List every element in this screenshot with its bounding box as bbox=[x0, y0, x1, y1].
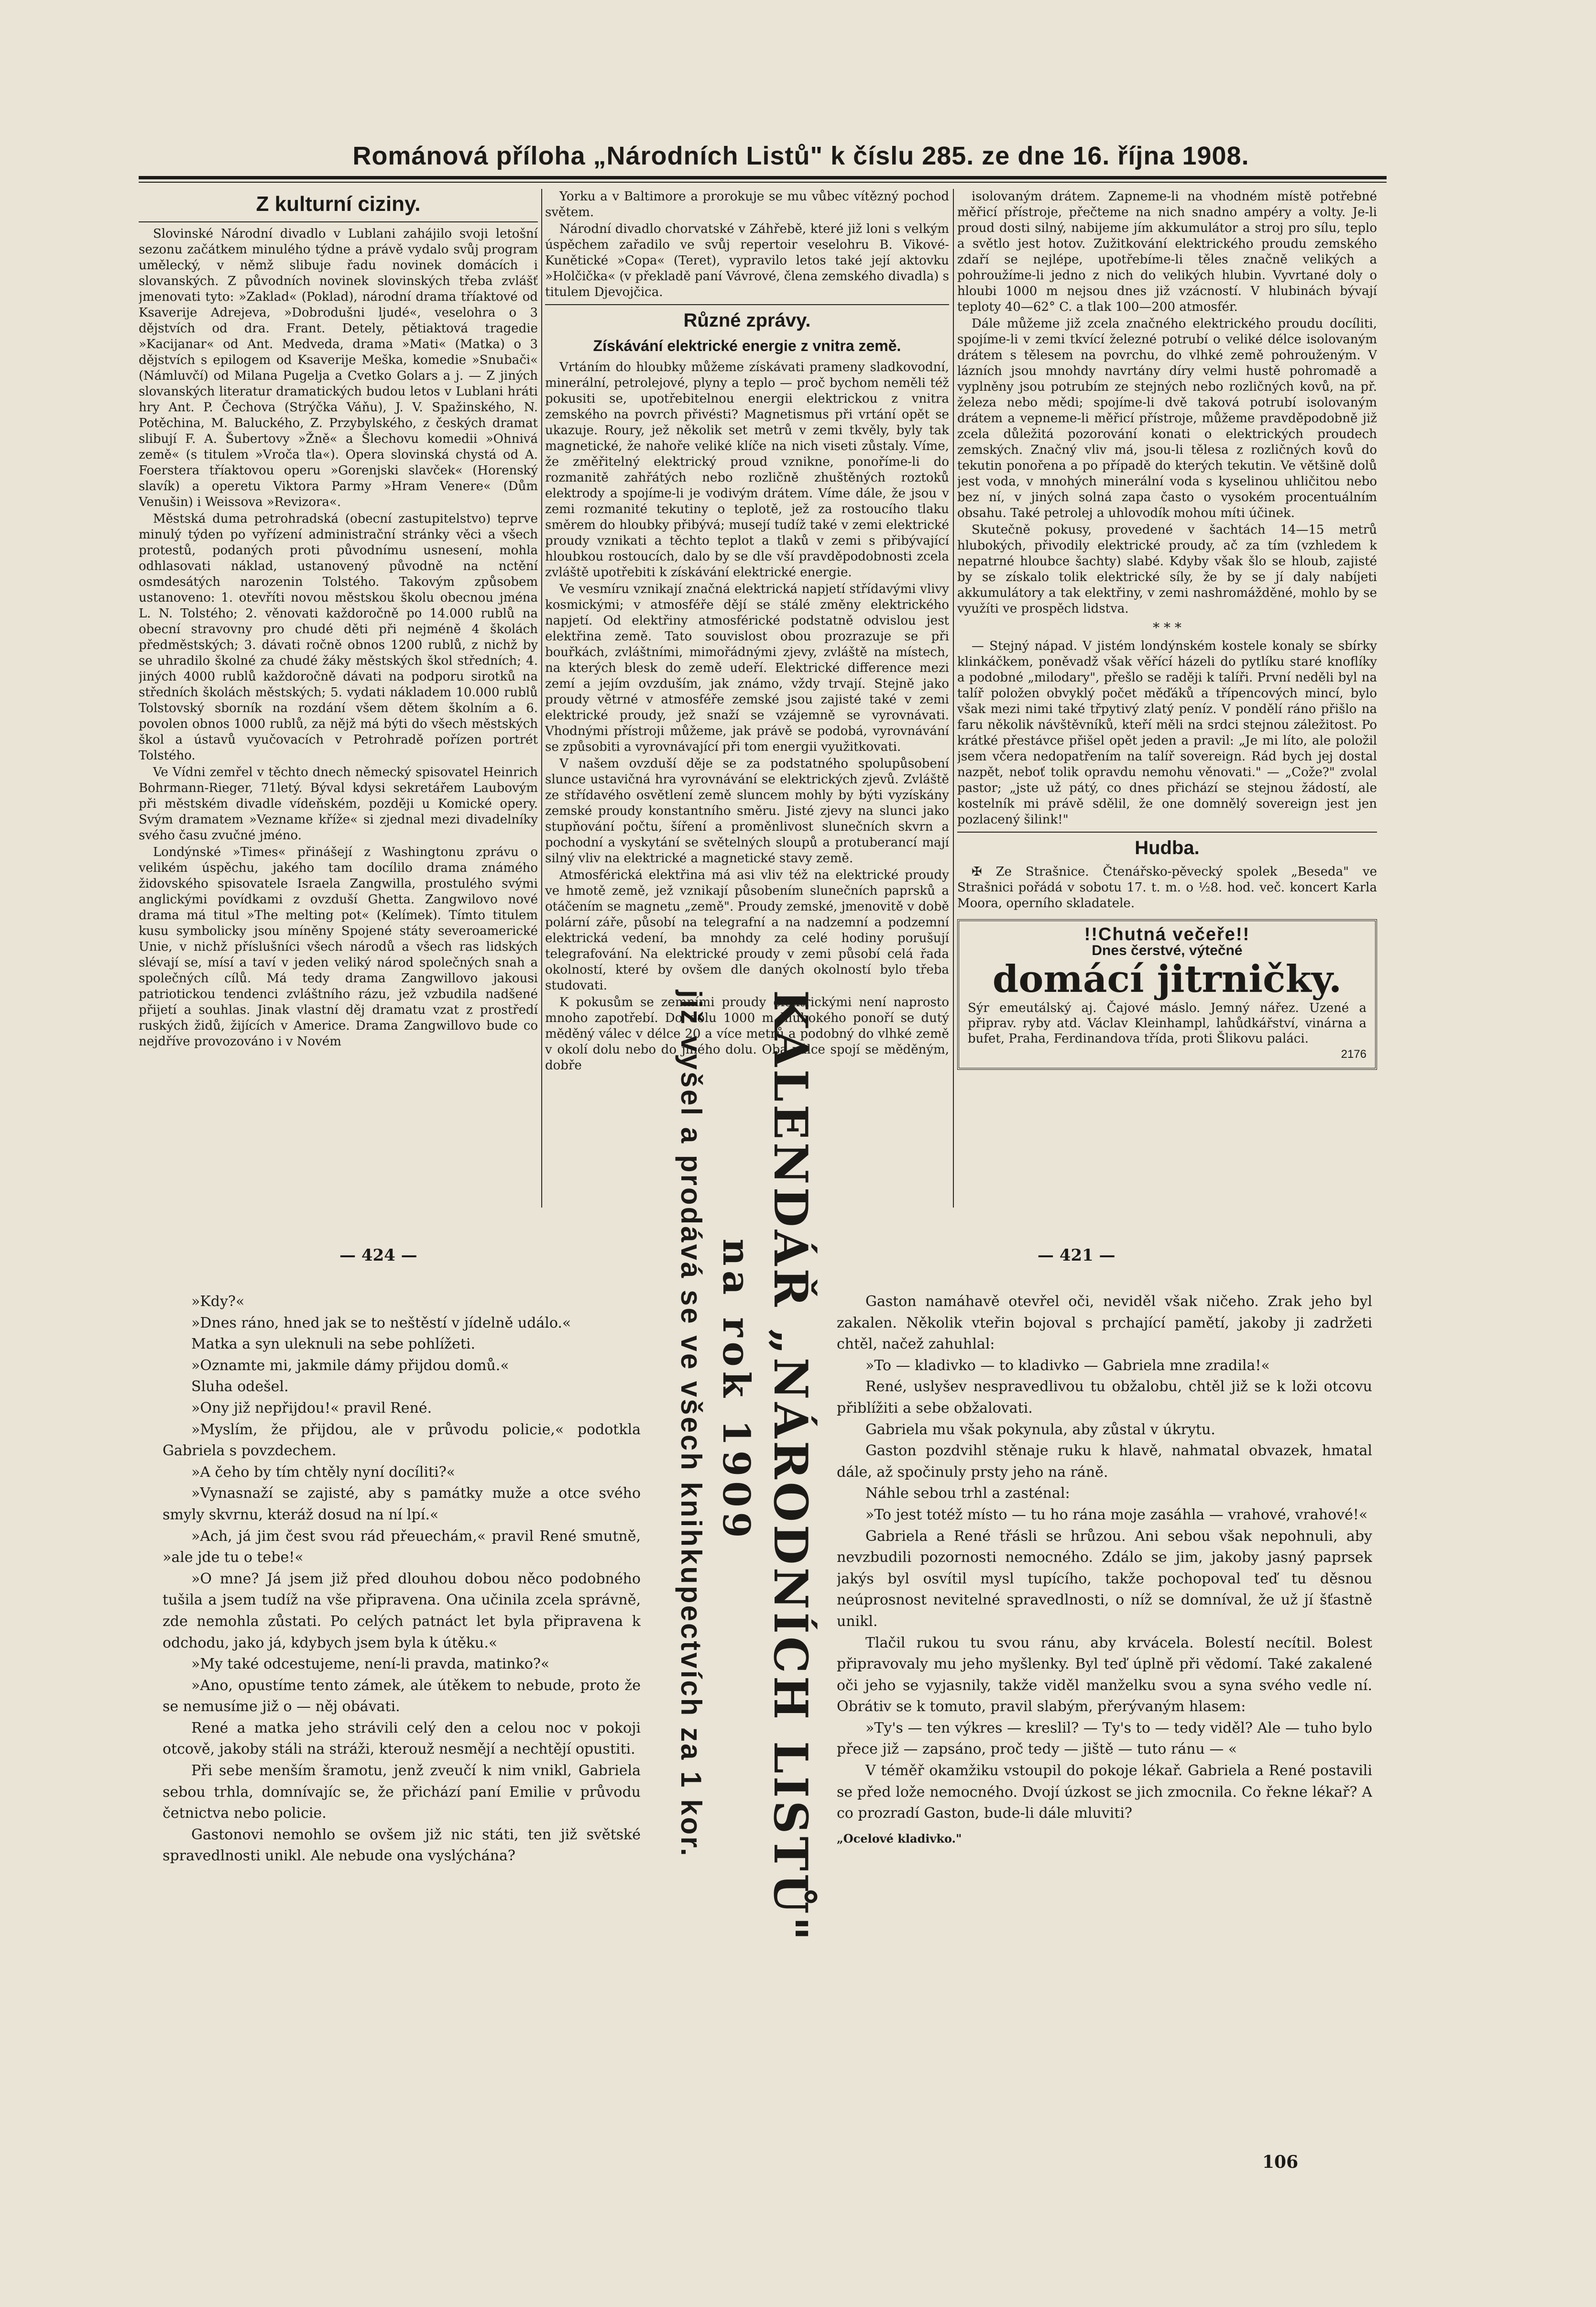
masthead: Románová příloha „Národních Listů" k číslu 285. ze dne 16. října 1908. bbox=[352, 142, 1249, 170]
dialogue-line: »To — kladivko — to kladivko — Gabriela mne zradila!« bbox=[865, 1357, 1270, 1374]
dialogue-line: »Vynasnaží se zajisté, aby s památky muže a otce svého smyly skvrnu, kteráž dosud na ní lpí.« bbox=[163, 1485, 641, 1523]
dialogue-line: »To jest totéž místo — tu ho rána moje zasáhla — vrahové, vrahové!« bbox=[865, 1506, 1368, 1523]
dialogue-line: Gaston namáhavě otevřel oči, neviděl však ničeho. Zrak jeho byl zakalen. Několik vteřin bojoval s prchající pamětí, jakoby ji zadržeti chtěl, načež zahuhlal: bbox=[837, 1293, 1372, 1353]
dialogue-line: Gabriela mu však pokynula, aby zůstal v úkrytu. bbox=[865, 1421, 1215, 1438]
novel-page-424 bbox=[163, 1291, 641, 2142]
article-title: Získávání elektrické energie z vnitra země. bbox=[593, 337, 901, 354]
paragraph: Dále můžeme již zcela značného elektrického proudu docíliti, spojíme-li v zemi tkvící železné potrubí o veliké délce isolovaným drátem s tělesem na povrchu, do vlhké země pohrouženým. V lázních jsou mnohdy navrtány díry velmi hustě pohromadě a vyplněny jsou potrubím ze stejných nebo rozličných kovů, na př. železa nebo mědi; spojíme-li dvě taková potrubí isolovaným drátem a vepneme-li měřicí přístroje, můžeme pravděpodobně již zcela důležitá pozorování konati o elektrických proudech zemských. Značný vliv má, jsou-li tělesa z rozličných kovů do tekutin ponořena a po případě do kterých tekutin. Ve většině dolů jest voda, v mnohých minerální voda s kyselinou uhličitou nebo bez ní, v jiných solná zapa často o vysokém procentuálním obsahu. Také petrolej a uhlovodík mohou míti účinek. bbox=[957, 317, 1377, 520]
column-culture bbox=[139, 189, 538, 1212]
dialogue-line: V téměř okamžiku vstoupil do pokoje lékař. Gabriela a René postavili se před lože nemocného. Dvojí úzkost se jich zmocnila. Co řekne lékař? A co prozradí Gaston, bude-li dále mluviti? bbox=[837, 1762, 1372, 1822]
dialogue-line: Matka a syn uleknuli na sebe pohlížeti. bbox=[191, 1336, 476, 1353]
dialogue-line: »Oznamte mi, jakmile dámy přijdou domů.« bbox=[191, 1357, 509, 1374]
masthead-rule-thin bbox=[139, 182, 1387, 183]
column-divider bbox=[953, 189, 954, 1208]
dialogue-line: Při sebe menším šramotu, jenž zveučí k nim vnikl, Gabriela sebou trhla, domnívajíc se, že přichází paní Emilie v průvodu četnictva nebo policie. bbox=[163, 1762, 641, 1822]
music-notice: ✠ Ze Strašnice. Čtenářsko-pěvecký spolek „Beseda" ve Strašnici pořádá v sobotu 17. t. m. o ½8. hod. več. koncert Karla Moora, operního skladatele. bbox=[957, 865, 1377, 911]
dialogue-line: Gabriela a René třásli se hrůzou. Ani sebou však nepohnuli, aby nevzbudili pozornosti nemocného. Zdálo se jim, jakoby jasný paprsek jakýs byl osvítil mysl tupícího, takže pochopoval teď tu děsnou neúprosnost nevitelné spravedlnosti, o níž se domníval, že už jí šťastně unikl. bbox=[837, 1527, 1372, 1630]
paragraph: Slovinské Národní divadlo v Lublani zahájilo svoji letošní sezonu začátkem minulého týdne a právě vydalo svůj program umělecký, v němž slibuje řadu novinek domácích i slovanských. Z původních novinek slovinských třeba zvlášť jmenovati tyto: »Zaklad« (Poklad), národní drama tříaktové od Ksaverije Adrejeva, »Dobrodušni ljudé«, veselohra o 3 dějstvích od dra. Frant. Detely, pětiaktová tragedie »Kacijanar« od Ant. Medveda, drama »Mati« (Matka) o 3 dějstvích s epilogem od Ksaverije Meška, komedie »Snubači« (Námluvčí) od Milana Pugelja a Cvetko Golars a j. — Z jiných slovanských literatur dramatických budou letos v Lublani hráti hry Ant. P. Čechova (Strýčka Váňu), J. V. Spažinského, N. Potěchina, M. Baluckého, Z. Przybylského, z českých dramat slibují F. A. Šubertovy »Žně« a Šlechovu komedii »Ohnivá země« (s titulem »Vroča tla«). Opera slovinská chystá od A. Foerstera tříaktovou operu »Gorenjski slavček« (Horenský slavík) a operetu Viktora Parmy »Hram Venere« (Dům Venušin) i Weissova »Revizora«. bbox=[139, 227, 538, 509]
page-number-421: — 421 — bbox=[1038, 1246, 1115, 1265]
ad-headline: !!Chutná večeře!! bbox=[1084, 924, 1250, 945]
page-number-424: — 424 — bbox=[339, 1246, 417, 1265]
dialogue-line: Tlačil rukou tu svou ránu, aby krvácela. Bolestí necítil. Bolest připravovaly mu jeho myšlenky. Byl teď úplně při vědomí. Také zakalené oči jeho se vyjasnily, takže viděl manželku svou a syna svého vedle ní. Obrátiv se k tomuto, pravil slabým, přerývaným hlasem: bbox=[837, 1634, 1372, 1715]
dialogue-line: »Ano, opustíme tento zámek, ale útěkem to nebude, proto že se nemusíme již o — něj obávati. bbox=[163, 1677, 641, 1715]
dialogue-line: Náhle sebou trhl a zasténal: bbox=[865, 1485, 1070, 1502]
novel-title-footer: „Ocelové kladivko." bbox=[837, 1831, 962, 1846]
ad-product: domácí jitrničky. bbox=[992, 957, 1342, 1001]
calendar-note: již vyšel a prodává se ve všech knihkupectvích za 1 kor. bbox=[675, 990, 707, 1858]
dialogue-line: »Dnes ráno, hned jak se to neštěstí v jídelně událo.« bbox=[191, 1314, 571, 1331]
paragraph: Ve vesmíru vznikají značná elektrická napjetí střídavými vlivy kosmickými; v atmosféře dějí se stálé změny elektrického napjetí. Od elektřiny atmosférické podstatně odvislou jest elektřina země. Tato souvislost obou prozrazuje se při bouřkách, zvláštními, mimořádnými zjevy, zvláště na místech, na kterých blesk do země udeří. Elektrické difference mezi zemí a jejím ovzduším, jak známo, vždy trvají. Stejně jako proudy větrné v atmosféře zemské jsou zajisté také v zemi elektrické proudy, jež snaží se vzájemně se vyrovnávati. Vhodnými přístroji můžeme, jak právě se podobá, vyrovnávání se způsobiti a vyrovnávající při tom energii využitkovati. bbox=[545, 582, 949, 754]
paragraph: Městská duma petrohradská (obecní zastupitelstvo) teprve minulý týden po vyřízení administrační stránky věci a všech protestů, podaných proti původnímu usnesení, mohla odhlasovati náklad, ustanovený původně na nctění osmdesátých narozenin Tolstého. Takovým způsobem ustanoveno: 1. otevříti novou městskou školu obecnou jména L. N. Tolstého; 2. věnovati každoročně po 14.000 rublů na obecní stravovny pro chudé děti při nejméně 4 školách předměstských; 3. dávati ročně obnos 1200 rublů, z nichž by se uhradilo školné za chudé žáky městských škol středních; 4. jiných 4000 rublů každoročně dávati na podporu sirotků na středních školách městských; 5. vydati nákladem 10.000 rublů Tolstovský sborník na rozdání všem dětem školním a 6. povolen obnos 1000 rublů, za nějž má býti do všech městských škol a ústavů vyučovacích v Petrohradě pořízen portrét Tolstého. bbox=[139, 512, 538, 763]
news-heading: Různé zprávy. bbox=[683, 310, 811, 331]
culture-heading: Z kulturní ciziny. bbox=[256, 192, 421, 216]
dialogue-line: »Kdy?« bbox=[191, 1293, 245, 1310]
ad-number: 2176 bbox=[1341, 1048, 1366, 1061]
dialogue-line: Gastonovi nemohlo se ovšem již nic státi, ten již světské spravedlnosti unikl. Ale nebude ona vyslýchána? bbox=[163, 1826, 641, 1865]
column-misc bbox=[957, 189, 1377, 1212]
music-heading: Hudba. bbox=[1135, 837, 1200, 858]
paragraph: Vrtáním do hloubky můžeme získávati prameny sladkovodní, minerální, petrolejové, plyny a teplo — proč bychom neměli též pokusiti se, upotřebitelnou energii elektrickou z vnitra zemského na povrch přivésti? Magnetismus při vrtání opět se ukazuje. Roury, jež několik set metrů v zemi tkvěly, byly tak magnetické, že nahoře veliké klíče na nich viseti zůstaly. Víme, že změřitelný elektrický proud vznikne, ponoříme-li do rozmanitě zahřátých nebo rozličně zhuštěných roztoků elektrody a spojíme-li je vodivým drátem. Víme dále, že jsou v zemi rozmanité tekutiny o teplotě, jež za rostoucího tlaku směrem do hloubky přibývá; musejí tudíž také v zemi elektrické proudy vznikati a těchto teplot a tlaků v zemi s přibývající hloubkou rostoucích, dalo by se dle vší pravděpodobnosti zcela zvláště upotřebiti k získávání elektrické energie. bbox=[545, 360, 949, 580]
paragraph: Ve Vídni zemřel v těchto dnech německý spisovatel Heinrich Bohrmann-Rieger, 71letý. Býval kdysi sekretářem Laubovým při městském divadle vídeňském, později u Komické opery. Svým dramatem »Vezname kříže« si zjednal mezi divadelníky svého času zvučné jméno. bbox=[139, 765, 538, 843]
calendar-advertisement bbox=[650, 990, 822, 2109]
anecdote: — Stejný nápad. V jistém londýnském kostele konaly se sbírky klinkáčkem, poněvadž však věřící házeli do pytlíku staré knoflíky a podobné „milodary", přešlo se raději k talíři. První neděli byl na talíř položen obvyklý počet měďáků a třípencových mincí, bylo však mezi nimi také třpytivý zlatý peníz. V pondělí ráno přišlo na faru několik návštěvníků, kteří měli na srdci stejnou záležitost. Po krátké přestávce přišel opět jeden a pravil: „Je mi líto, ale položil jsem včera nedopatřením na talíř sovereign. Rád bych jej dostal nazpět, neboť tolik opravdu nemohu věnovati." — „Cože?" zvolal pastor; „jste už pátý, co dnes přichází se stejnou žádostí, ale kostelník mi právě sdělil, že one domnělý sovereign jest jen pozlacený šilink!" bbox=[957, 639, 1377, 827]
dialogue-line: René, uslyšev nespravedlivou tu obžalobu, chtěl již se k loži otcovu přiblížiti a sebe obžalovati. bbox=[837, 1378, 1372, 1417]
paragraph: K pokusům se zemními proudy elektrickými není naprosto mnoho zapotřebí. Do dolu 1000 m hlubokého ponoří se dutý měděný válec v délce 20 a více metrů a podobný do vlhké země v okolí dolu nebo do jiného dolu. Oba válce spojí se měděným, dobře bbox=[545, 995, 949, 1073]
masthead-rule bbox=[139, 176, 1387, 179]
paragraph: isolovaným drátem. Zapneme-li na vhodném místě potřebné měřicí přístroje, přečteme na nich snadno ampéry a volty. Je-li proud dosti silný, nabijeme jím akkumulátor a stroj pro sílu, teplo a světlo jest hotov. Zužitkování elektrického proudu zemského zdaří se nejlépe, upotřebíme-li těles značně velikých a pohroužíme-li jedno z nich do velikých hlubin. Vyvrtané doly o hloubi 1000 m nejsou dnes již vzácností. V hlubinách bývají teploty 40—62° C. a tlak 100—200 atmosfér. bbox=[957, 189, 1377, 314]
paragraph: Atmosférická elektřina má asi vliv též na elektrické proudy ve hmotě země, jež vznikají působením slunečních paprsků a otáčením se magnetu „země". Proudy zemské, jmenovitě v době polární záře, působí na telegrafní a na nadzemní a podzemní elektrická vedení, ba mnohdy za celé hodiny porušují telegrafování. Na elektrické proudy v zemi působí celá řada okolností, které by ovšem dle daných okolností bylo třeba studovati. bbox=[545, 868, 949, 993]
ad-text: Sýr emeutálský aj. Čajové máslo. Jemný nářez. Uzené a připrav. ryby atd. Václav Kleinhampl, lahůdkářství, vinárna a bufet, Praha, Ferdinandova třída, proti Šlikovu paláci. bbox=[968, 1001, 1366, 1046]
calendar-title: KALENDÁŘ „NÁRODNÍCH LISTŮ" bbox=[764, 990, 818, 1944]
advertisement bbox=[957, 919, 1377, 1070]
paragraph: Skutečně pokusy, provedené v šachtách 14—15 metrů hlubokých, přivodily elektrické proudy, ač za tím (vzhledem k nepatrné hloubce šachty) slabé. Kdyby však šlo se hloub, zajisté by se získalo tolik elektrické síly, že by se jí daly nabíjeti akkumulátory a tak elektřiny, v zemi nashromážděné, mohlo by se využíti ve prospěch lidstva. bbox=[957, 523, 1377, 616]
paragraph: Národní divadlo chorvatské v Záhřebě, které již loni s velkým úspěchem zařadilo ve svůj repertoir veselohru B. Vikové-Kunětické »Copa« (Teret), vypravilo letos také její aktovku »Holčička« (v překladě paní Vávrové, člena zemského divadla) s titulem Djevojčica. bbox=[545, 222, 949, 299]
paragraph: V našem ovzduší děje se za podstatného spolupůsobení slunce ustavičná hra vyrovnávání se elektrických zjevů. Zvláště ze střídavého osvětlení země sluncem mohly by býti vyzískány zemské proudy konstantního směru. Jisté zjevy na slunci jako stupňování počtu, šíření a proměnlivost slunečních skvrn a pochodní a vyskytání se světelných sloupů a protuberancí mají silný vliv na elektrické a magnetické stavy země. bbox=[545, 757, 949, 866]
dialogue-line: Gaston pozdvihl stěnaje ruku k hlavě, nahmatal obvazek, hmatal dále, až spočinuly prsty jeho na ráně. bbox=[837, 1442, 1372, 1481]
heading-rule bbox=[139, 221, 538, 222]
dialogue-line: Sluha odešel. bbox=[191, 1378, 289, 1395]
dialogue-line: »A čeho by tím chtěly nyní docíliti?« bbox=[191, 1463, 456, 1481]
section-rule bbox=[545, 304, 949, 305]
paragraph: Londýnské »Times« přinášejí z Washingtonu zprávu o velikém úspěchu, jakého tam docílilo drama známého židovského spisovatele Israela Zangwilla, prostulého svými anglickými povídkami z ovzduší Ghetta. Zangwilovo nové drama má titul »The melting pot« (Kelímek). Tímto titulem kusu symbolicky jsou míněny Spojené státy severoamerické Unie, v nichž příslušníci všech národů a všech ras lidských slévají se, mísí a taví v jeden veliký národ společných snah a společných cílů. Má tedy drama Zangwillovo jakousi patriotickou tendenci zvláštního rázu, jež vzbudila nadšené přijetí a souhlas. Jinak vlastní děj dramatu vzat z prostředí ruských židů, žijících v Americe. Drama Zangwillovo bude co nejdříve provozováno i v Novém bbox=[139, 845, 538, 1049]
section-rule bbox=[957, 832, 1377, 833]
paragraph: Yorku a v Baltimore a prorokuje se mu vůbec vítězný pochod světem. bbox=[545, 189, 949, 220]
dialogue-line: René a matka jeho strávili celý den a celou noc v pokoji otcově, jakoby stáli na stráži, kterouž nesmějí a nechtějí opustiti. bbox=[163, 1719, 641, 1758]
dialogue-line: »Ony již nepřijdou!« pravil René. bbox=[191, 1399, 432, 1417]
ad-subline: Dnes čerstvé, výtečné bbox=[1092, 943, 1243, 958]
dialogue-line: »Myslím, že přijdou, ale v průvodu policie,« podotkla Gabriela s povzdechem. bbox=[163, 1421, 641, 1460]
folio-number: 106 bbox=[1262, 2152, 1299, 2172]
dialogue-line: »Ach, já jim čest svou rád přeuechám,« pravil René smutně, »ale jde tu o tebe!« bbox=[163, 1527, 641, 1566]
dialogue-line: »O mne? Já jsem již před dlouhou dobou něco podobného tušila a jsem tudíž na vše připravena. Ona učinila zcela správně, zde nemohla zůstati. Po celých patnáct let byla připravena k odchodu, jako já, kdybych jsem byla k útěku.« bbox=[163, 1570, 641, 1651]
column-divider bbox=[541, 189, 542, 1208]
novel-page-421 bbox=[837, 1291, 1372, 2147]
section-stars: * * * bbox=[1153, 620, 1181, 636]
dialogue-line: »My také odcestujeme, není-li pravda, matinko?« bbox=[191, 1656, 550, 1673]
calendar-year: na rok 1909 bbox=[714, 1239, 758, 1543]
dialogue-line: »Ty's — ten výkres — kreslil? — Ty's to — tedy viděl? Ale — tuho bylo přece již — zapsáno, proč tedy — jiště — tuto ránu — « bbox=[837, 1719, 1372, 1758]
